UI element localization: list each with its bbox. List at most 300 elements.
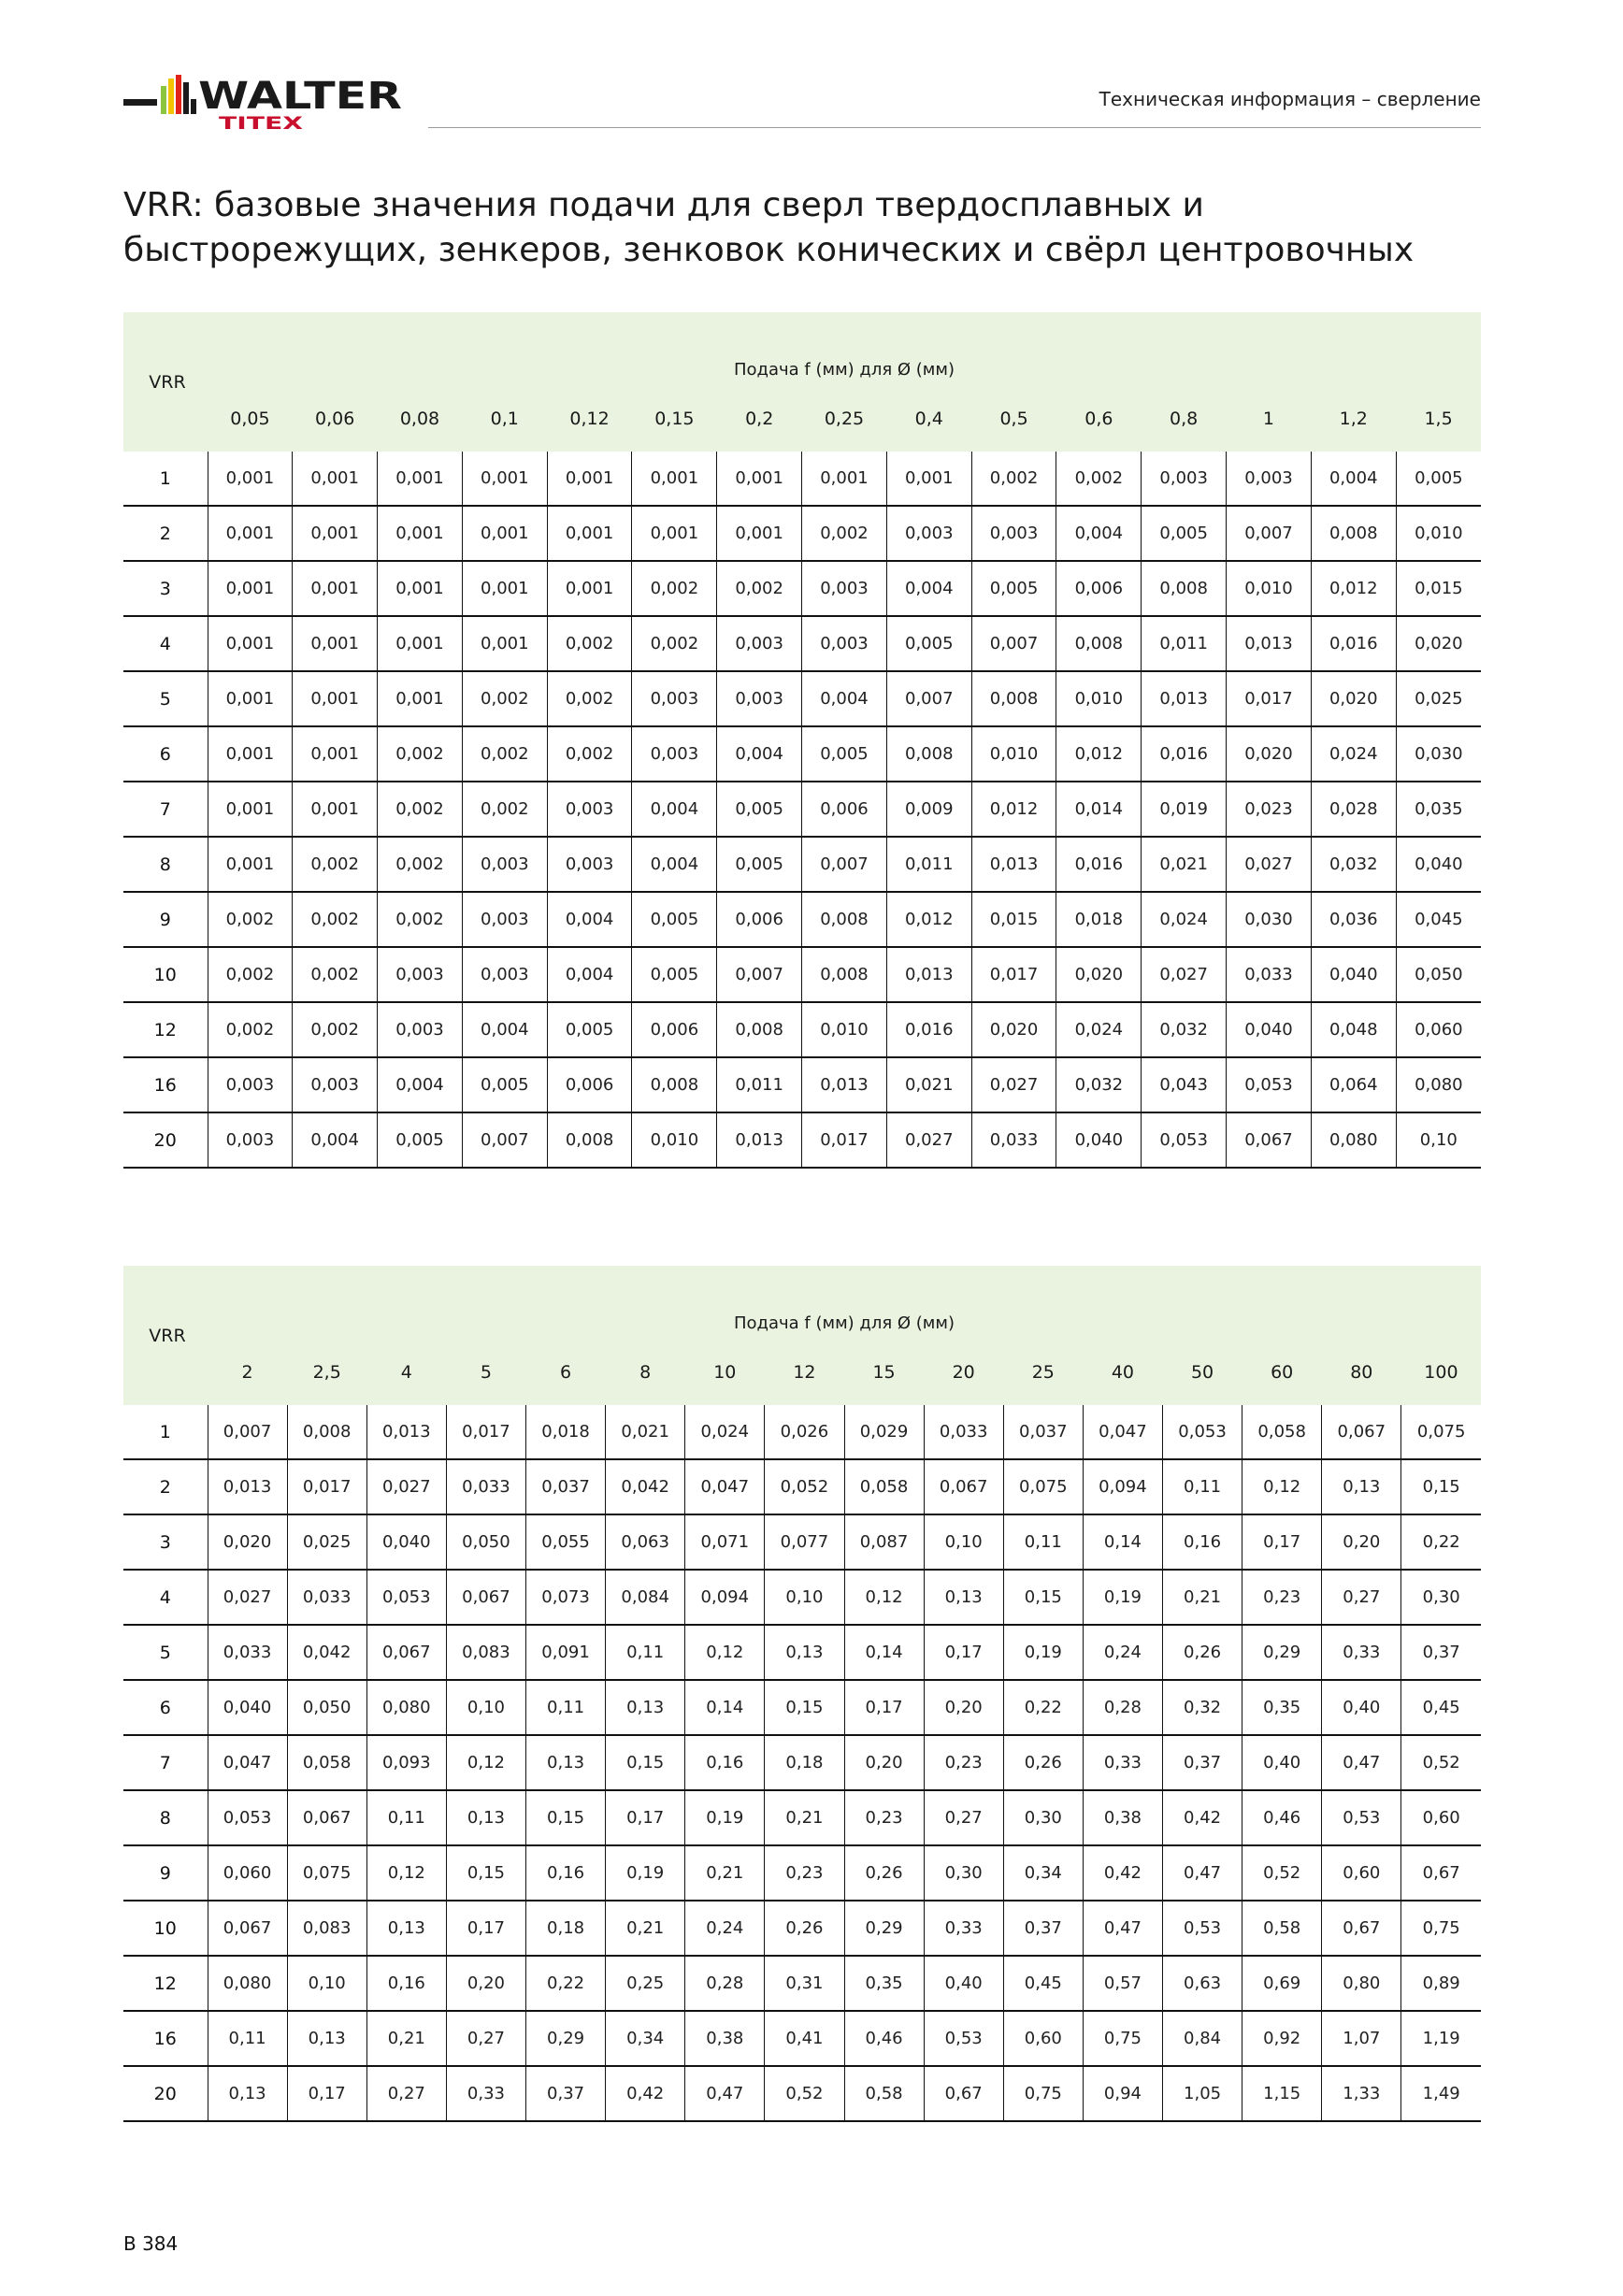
feed-value-cell: 0,004 (547, 892, 632, 947)
feed-value-cell: 0,001 (208, 837, 293, 892)
feed-value-cell: 0,22 (1401, 1514, 1481, 1570)
feed-value-cell: 0,017 (287, 1459, 366, 1514)
feed-value-cell: 0,071 (685, 1514, 765, 1570)
vrr-value: 5 (123, 671, 208, 726)
feed-value-cell: 0,28 (685, 1956, 765, 2011)
feed-value-cell: 0,001 (293, 561, 378, 616)
feed-value-cell: 0,005 (632, 892, 717, 947)
feed-value-cell: 0,005 (971, 561, 1056, 616)
feed-value-cell: 0,023 (1227, 782, 1312, 837)
diameter-header: 0,1 (462, 385, 547, 452)
feed-value-cell: 0,002 (378, 726, 463, 782)
feed-value-cell: 0,014 (1056, 782, 1142, 837)
feed-value-cell: 0,013 (802, 1057, 887, 1112)
feed-value-cell: 0,012 (1056, 726, 1142, 782)
feed-value-cell: 0,001 (208, 506, 293, 561)
feed-value-cell: 0,75 (1003, 2066, 1083, 2121)
feed-value-cell: 0,087 (844, 1514, 924, 1570)
vrr-value: 7 (123, 782, 208, 837)
feed-value-cell: 0,001 (717, 452, 802, 506)
feed-value-cell: 0,10 (287, 1956, 366, 2011)
feed-value-cell: 0,002 (208, 947, 293, 1002)
feed-value-cell: 0,11 (1163, 1459, 1242, 1514)
feed-value-cell: 0,17 (446, 1901, 525, 1956)
feed-value-cell: 0,003 (1142, 452, 1227, 506)
feed-value-cell: 0,003 (1227, 452, 1312, 506)
feed-value-cell: 0,042 (606, 1459, 685, 1514)
feed-value-cell: 0,040 (1056, 1112, 1142, 1168)
feed-value-cell: 0,012 (1311, 561, 1396, 616)
feed-value-cell: 0,005 (717, 837, 802, 892)
vrr-value: 20 (123, 2066, 208, 2121)
feed-value-cell: 0,050 (1396, 947, 1481, 1002)
feed-value-cell: 0,004 (462, 1002, 547, 1057)
feed-value-cell: 0,53 (1163, 1901, 1242, 1956)
brand-name: WALTER (198, 75, 402, 118)
feed-value-cell: 0,17 (844, 1680, 924, 1735)
feed-value-cell: 0,040 (366, 1514, 446, 1570)
feed-value-cell: 0,040 (1227, 1002, 1312, 1057)
feed-value-cell: 0,017 (802, 1112, 887, 1168)
feed-value-cell: 0,53 (1322, 1790, 1401, 1845)
feed-value-cell: 0,040 (208, 1680, 287, 1735)
feed-value-cell: 0,10 (924, 1514, 1003, 1570)
table-row (123, 1735, 1481, 1790)
feed-value-cell: 0,001 (208, 782, 293, 837)
feed-value-cell: 0,001 (378, 452, 463, 506)
feed-value-cell: 0,14 (844, 1625, 924, 1680)
feed-value-cell: 0,027 (208, 1570, 287, 1625)
feed-value-cell: 0,001 (462, 616, 547, 671)
feed-value-cell: 0,002 (632, 616, 717, 671)
feed-value-cell: 0,008 (717, 1002, 802, 1057)
feed-value-cell: 0,001 (293, 782, 378, 837)
feed-value-cell: 0,22 (526, 1956, 606, 2011)
feed-value-cell: 0,20 (844, 1735, 924, 1790)
feed-value-cell: 0,15 (446, 1845, 525, 1901)
vrr-value: 8 (123, 1790, 208, 1845)
diameter-header: 15 (844, 1339, 924, 1405)
feed-value-cell: 0,010 (1396, 506, 1481, 561)
feed-value-cell: 0,050 (287, 1680, 366, 1735)
feed-value-cell: 0,19 (685, 1790, 765, 1845)
feed-value-cell: 0,053 (208, 1790, 287, 1845)
table-row (123, 452, 1481, 506)
feed-value-cell: 0,037 (526, 1459, 606, 1514)
diameter-header: 6 (526, 1339, 606, 1405)
feed-value-cell: 0,52 (1401, 1735, 1481, 1790)
feed-value-cell: 0,21 (685, 1845, 765, 1901)
feed-value-cell: 0,027 (886, 1112, 971, 1168)
feed-value-cell: 0,003 (547, 837, 632, 892)
feed-value-cell: 0,032 (1056, 1057, 1142, 1112)
feed-value-cell: 0,064 (1311, 1057, 1396, 1112)
feed-value-cell: 0,050 (446, 1514, 525, 1570)
vrr-value: 1 (123, 1405, 208, 1459)
feed-value-cell: 0,040 (1396, 837, 1481, 892)
feed-value-cell: 1,19 (1401, 2011, 1481, 2066)
diameter-header: 0,2 (717, 385, 802, 452)
feed-value-cell: 0,015 (1396, 561, 1481, 616)
table-row (123, 1057, 1481, 1112)
feed-value-cell: 0,008 (1142, 561, 1227, 616)
feed-value-cell: 0,21 (765, 1790, 844, 1845)
feed-value-cell: 0,001 (378, 616, 463, 671)
table-row (123, 1845, 1481, 1901)
feed-value-cell: 0,24 (685, 1901, 765, 1956)
feed-value-cell: 0,001 (547, 452, 632, 506)
feed-value-cell: 0,001 (378, 561, 463, 616)
feed-value-cell: 0,005 (378, 1112, 463, 1168)
feed-value-cell: 0,040 (1311, 947, 1396, 1002)
feed-value-cell: 0,60 (1322, 1845, 1401, 1901)
feed-value-cell: 0,003 (971, 506, 1056, 561)
feed-value-cell: 0,027 (1227, 837, 1312, 892)
feed-value-cell: 0,017 (446, 1405, 525, 1459)
feed-value-cell: 0,020 (1396, 616, 1481, 671)
feed-value-cell: 0,002 (802, 506, 887, 561)
feed-value-cell: 0,004 (886, 561, 971, 616)
feed-value-cell: 0,37 (1401, 1625, 1481, 1680)
feed-group-header: Подача f (мм) для Ø (мм) (208, 312, 1481, 385)
diameter-header: 60 (1242, 1339, 1322, 1405)
feed-value-cell: 0,10 (1396, 1112, 1481, 1168)
feed-value-cell: 0,013 (366, 1405, 446, 1459)
feed-value-cell: 0,004 (802, 671, 887, 726)
feed-value-cell: 0,001 (293, 452, 378, 506)
feed-value-cell: 0,20 (924, 1680, 1003, 1735)
table-row (123, 726, 1481, 782)
feed-value-cell: 0,21 (606, 1901, 685, 1956)
feed-value-cell: 0,001 (886, 452, 971, 506)
brand-sub: TITEX (219, 113, 304, 134)
feed-value-cell: 0,001 (293, 506, 378, 561)
feed-value-cell: 0,073 (526, 1570, 606, 1625)
feed-value-cell: 0,001 (293, 616, 378, 671)
vrr-value: 9 (123, 892, 208, 947)
feed-value-cell: 0,009 (886, 782, 971, 837)
feed-value-cell: 0,007 (971, 616, 1056, 671)
vrr-value: 12 (123, 1002, 208, 1057)
feed-value-cell: 0,26 (1163, 1625, 1242, 1680)
feed-value-cell: 0,33 (1083, 1735, 1162, 1790)
diameter-header: 0,08 (378, 385, 463, 452)
feed-value-cell: 0,094 (1083, 1459, 1162, 1514)
feed-value-cell: 0,19 (606, 1845, 685, 1901)
feed-value-cell: 1,05 (1163, 2066, 1242, 2121)
feed-value-cell: 0,004 (547, 947, 632, 1002)
feed-value-cell: 0,013 (1142, 671, 1227, 726)
feed-value-cell: 0,007 (802, 837, 887, 892)
feed-value-cell: 0,003 (802, 616, 887, 671)
feed-value-cell: 0,028 (1311, 782, 1396, 837)
feed-value-cell: 0,080 (1311, 1112, 1396, 1168)
feed-value-cell: 0,33 (924, 1901, 1003, 1956)
feed-value-cell: 0,033 (287, 1570, 366, 1625)
feed-value-cell: 0,006 (547, 1057, 632, 1112)
feed-table-small-diameters (123, 312, 1481, 1169)
vrr-value: 3 (123, 1514, 208, 1570)
feed-value-cell: 1,07 (1322, 2011, 1401, 2066)
feed-value-cell: 0,012 (971, 782, 1056, 837)
feed-value-cell: 0,17 (606, 1790, 685, 1845)
feed-value-cell: 0,027 (971, 1057, 1056, 1112)
feed-value-cell: 0,003 (717, 616, 802, 671)
feed-value-cell: 0,030 (1227, 892, 1312, 947)
feed-value-cell: 0,001 (462, 561, 547, 616)
feed-value-cell: 0,016 (1056, 837, 1142, 892)
page-title: VRR: базовые значения подачи для сверл твердосплавных и быстрорежущих, зенкеров, зенковок конических и свёрл центровочных (123, 186, 1415, 269)
feed-value-cell: 0,19 (1003, 1625, 1083, 1680)
feed-value-cell: 0,048 (1311, 1002, 1396, 1057)
feed-value-cell: 0,080 (366, 1680, 446, 1735)
table-row (123, 1680, 1481, 1735)
feed-value-cell: 0,011 (886, 837, 971, 892)
vrr-value: 8 (123, 837, 208, 892)
feed-value-cell: 0,002 (547, 726, 632, 782)
table-row (123, 2011, 1481, 2066)
feed-value-cell: 0,011 (1142, 616, 1227, 671)
vrr-value: 1 (123, 452, 208, 506)
feed-value-cell: 0,010 (632, 1112, 717, 1168)
feed-value-cell: 0,18 (765, 1735, 844, 1790)
feed-value-cell: 0,003 (886, 506, 971, 561)
feed-value-cell: 0,027 (366, 1459, 446, 1514)
feed-value-cell: 0,017 (1227, 671, 1312, 726)
vrr-value: 2 (123, 1459, 208, 1514)
feed-value-cell: 0,11 (366, 1790, 446, 1845)
feed-value-cell: 0,001 (208, 561, 293, 616)
header-divider (428, 127, 1481, 128)
feed-value-cell: 0,018 (1056, 892, 1142, 947)
feed-value-cell: 0,047 (1083, 1405, 1162, 1459)
feed-value-cell: 0,002 (378, 837, 463, 892)
feed-value-cell: 0,46 (844, 2011, 924, 2066)
feed-value-cell: 0,033 (446, 1459, 525, 1514)
feed-value-cell: 0,060 (1396, 1002, 1481, 1057)
feed-value-cell: 0,001 (293, 726, 378, 782)
feed-value-cell: 0,005 (632, 947, 717, 1002)
feed-value-cell: 0,47 (1322, 1735, 1401, 1790)
diameter-header: 0,8 (1142, 385, 1227, 452)
feed-value-cell: 0,20 (446, 1956, 525, 2011)
feed-value-cell: 0,53 (924, 2011, 1003, 2066)
feed-value-cell: 0,12 (366, 1845, 446, 1901)
feed-value-cell: 0,025 (287, 1514, 366, 1570)
feed-value-cell: 0,002 (378, 782, 463, 837)
feed-value-cell: 0,15 (765, 1680, 844, 1735)
feed-value-cell: 0,077 (765, 1514, 844, 1570)
feed-value-cell: 0,24 (1083, 1625, 1162, 1680)
feed-value-cell: 0,31 (765, 1956, 844, 2011)
feed-value-cell: 0,080 (1396, 1057, 1481, 1112)
vrr-value: 16 (123, 2011, 208, 2066)
table-row (123, 1956, 1481, 2011)
feed-value-cell: 0,15 (606, 1735, 685, 1790)
feed-value-cell: 0,025 (1396, 671, 1481, 726)
feed-value-cell: 0,008 (971, 671, 1056, 726)
feed-value-cell: 0,005 (886, 616, 971, 671)
feed-value-cell: 0,40 (924, 1956, 1003, 2011)
feed-value-cell: 0,75 (1083, 2011, 1162, 2066)
feed-value-cell: 0,001 (547, 561, 632, 616)
feed-value-cell: 0,12 (446, 1735, 525, 1790)
feed-value-cell: 0,52 (765, 2066, 844, 2121)
feed-value-cell: 0,25 (606, 1956, 685, 2011)
feed-value-cell: 0,11 (526, 1680, 606, 1735)
vrr-value: 7 (123, 1735, 208, 1790)
feed-value-cell: 0,008 (802, 947, 887, 1002)
feed-table-large-diameters (123, 1266, 1481, 2122)
feed-value-cell: 0,002 (208, 1002, 293, 1057)
feed-value-cell: 0,37 (1163, 1735, 1242, 1790)
feed-value-cell: 0,41 (765, 2011, 844, 2066)
feed-value-cell: 0,18 (526, 1901, 606, 1956)
feed-value-cell: 1,33 (1322, 2066, 1401, 2121)
feed-value-cell: 0,002 (717, 561, 802, 616)
diameter-header: 20 (924, 1339, 1003, 1405)
feed-value-cell: 0,053 (1227, 1057, 1312, 1112)
feed-value-cell: 0,033 (971, 1112, 1056, 1168)
feed-value-cell: 0,016 (1142, 726, 1227, 782)
diameter-header: 5 (446, 1339, 525, 1405)
feed-value-cell: 0,013 (971, 837, 1056, 892)
feed-value-cell: 0,043 (1142, 1057, 1227, 1112)
feed-value-cell: 0,002 (293, 947, 378, 1002)
feed-value-cell: 0,002 (632, 561, 717, 616)
feed-value-cell: 0,11 (1003, 1514, 1083, 1570)
feed-value-cell: 0,26 (1003, 1735, 1083, 1790)
feed-value-cell: 0,42 (1083, 1845, 1162, 1901)
feed-value-cell: 0,001 (632, 452, 717, 506)
feed-value-cell: 0,008 (886, 726, 971, 782)
diameter-header: 1 (1227, 385, 1312, 452)
feed-value-cell: 0,021 (886, 1057, 971, 1112)
feed-value-cell: 0,002 (293, 1002, 378, 1057)
feed-value-cell: 0,004 (378, 1057, 463, 1112)
feed-value-cell: 0,30 (1401, 1570, 1481, 1625)
feed-value-cell: 0,002 (293, 892, 378, 947)
feed-value-cell: 0,23 (844, 1790, 924, 1845)
feed-value-cell: 0,021 (606, 1405, 685, 1459)
feed-value-cell: 0,003 (378, 947, 463, 1002)
feed-value-cell: 0,018 (526, 1405, 606, 1459)
feed-value-cell: 0,010 (802, 1002, 887, 1057)
feed-value-cell: 0,003 (378, 1002, 463, 1057)
feed-value-cell: 0,008 (1056, 616, 1142, 671)
feed-value-cell: 0,11 (606, 1625, 685, 1680)
feed-value-cell: 0,13 (606, 1680, 685, 1735)
feed-value-cell: 0,45 (1401, 1680, 1481, 1735)
feed-value-cell: 0,47 (1083, 1901, 1162, 1956)
feed-value-cell: 0,13 (765, 1625, 844, 1680)
feed-value-cell: 0,083 (446, 1625, 525, 1680)
vrr-value: 3 (123, 561, 208, 616)
diameter-header: 0,15 (632, 385, 717, 452)
diameter-header: 12 (765, 1339, 844, 1405)
feed-value-cell: 0,067 (208, 1901, 287, 1956)
feed-value-cell: 0,005 (1142, 506, 1227, 561)
feed-value-cell: 0,005 (462, 1057, 547, 1112)
feed-value-cell: 0,033 (924, 1405, 1003, 1459)
feed-value-cell: 0,063 (606, 1514, 685, 1570)
feed-value-cell: 0,004 (1056, 506, 1142, 561)
feed-value-cell: 0,19 (1083, 1570, 1162, 1625)
feed-value-cell: 0,001 (208, 616, 293, 671)
feed-value-cell: 0,15 (1003, 1570, 1083, 1625)
feed-value-cell: 0,067 (1322, 1405, 1401, 1459)
feed-value-cell: 0,008 (632, 1057, 717, 1112)
feed-value-cell: 0,21 (1163, 1570, 1242, 1625)
feed-value-cell: 0,029 (844, 1405, 924, 1459)
feed-value-cell: 0,67 (924, 2066, 1003, 2121)
feed-value-cell: 0,047 (685, 1459, 765, 1514)
feed-value-cell: 0,007 (886, 671, 971, 726)
diameter-header: 1,5 (1396, 385, 1481, 452)
table-row (123, 671, 1481, 726)
feed-value-cell: 0,58 (1242, 1901, 1322, 1956)
feed-value-cell: 0,013 (886, 947, 971, 1002)
feed-value-cell: 0,042 (287, 1625, 366, 1680)
feed-value-cell: 0,058 (287, 1735, 366, 1790)
feed-value-cell: 0,12 (844, 1570, 924, 1625)
feed-value-cell: 0,33 (1322, 1625, 1401, 1680)
diameter-header: 40 (1083, 1339, 1162, 1405)
feed-value-cell: 0,001 (378, 671, 463, 726)
feed-value-cell: 0,013 (717, 1112, 802, 1168)
feed-value-cell: 0,16 (366, 1956, 446, 2011)
feed-value-cell: 0,020 (971, 1002, 1056, 1057)
feed-value-cell: 0,001 (632, 506, 717, 561)
feed-value-cell: 0,92 (1242, 2011, 1322, 2066)
diameter-header: 0,05 (208, 385, 293, 452)
feed-value-cell: 0,027 (1142, 947, 1227, 1002)
diameter-header: 0,4 (886, 385, 971, 452)
diameter-header: 2,5 (287, 1339, 366, 1405)
feed-value-cell: 0,28 (1083, 1680, 1162, 1735)
feed-value-cell: 0,008 (547, 1112, 632, 1168)
feed-value-cell: 0,52 (1242, 1845, 1322, 1901)
feed-value-cell: 0,38 (685, 2011, 765, 2066)
table-row (123, 1405, 1481, 1459)
vrr-value: 4 (123, 616, 208, 671)
feed-value-cell: 0,37 (526, 2066, 606, 2121)
diameter-header: 2 (208, 1339, 287, 1405)
feed-value-cell: 0,024 (1142, 892, 1227, 947)
feed-value-cell: 0,60 (1401, 1790, 1481, 1845)
diameter-header: 0,6 (1056, 385, 1142, 452)
feed-value-cell: 0,13 (1322, 1459, 1401, 1514)
feed-value-cell: 0,015 (971, 892, 1056, 947)
vrr-value: 20 (123, 1112, 208, 1168)
table-row (123, 1790, 1481, 1845)
feed-value-cell: 0,005 (547, 1002, 632, 1057)
diameter-header: 25 (1003, 1339, 1083, 1405)
feed-value-cell: 0,21 (366, 2011, 446, 2066)
vrr-header: VRR (123, 1266, 208, 1405)
feed-value-cell: 0,27 (1322, 1570, 1401, 1625)
feed-value-cell: 0,35 (1242, 1680, 1322, 1735)
feed-value-cell: 0,47 (1163, 1845, 1242, 1901)
feed-value-cell: 0,007 (208, 1405, 287, 1459)
feed-value-cell: 0,002 (547, 671, 632, 726)
feed-value-cell: 0,011 (717, 1057, 802, 1112)
feed-value-cell: 0,045 (1396, 892, 1481, 947)
feed-value-cell: 0,001 (378, 506, 463, 561)
feed-value-cell: 0,017 (971, 947, 1056, 1002)
feed-value-cell: 0,001 (208, 726, 293, 782)
feed-value-cell: 0,94 (1083, 2066, 1162, 2121)
